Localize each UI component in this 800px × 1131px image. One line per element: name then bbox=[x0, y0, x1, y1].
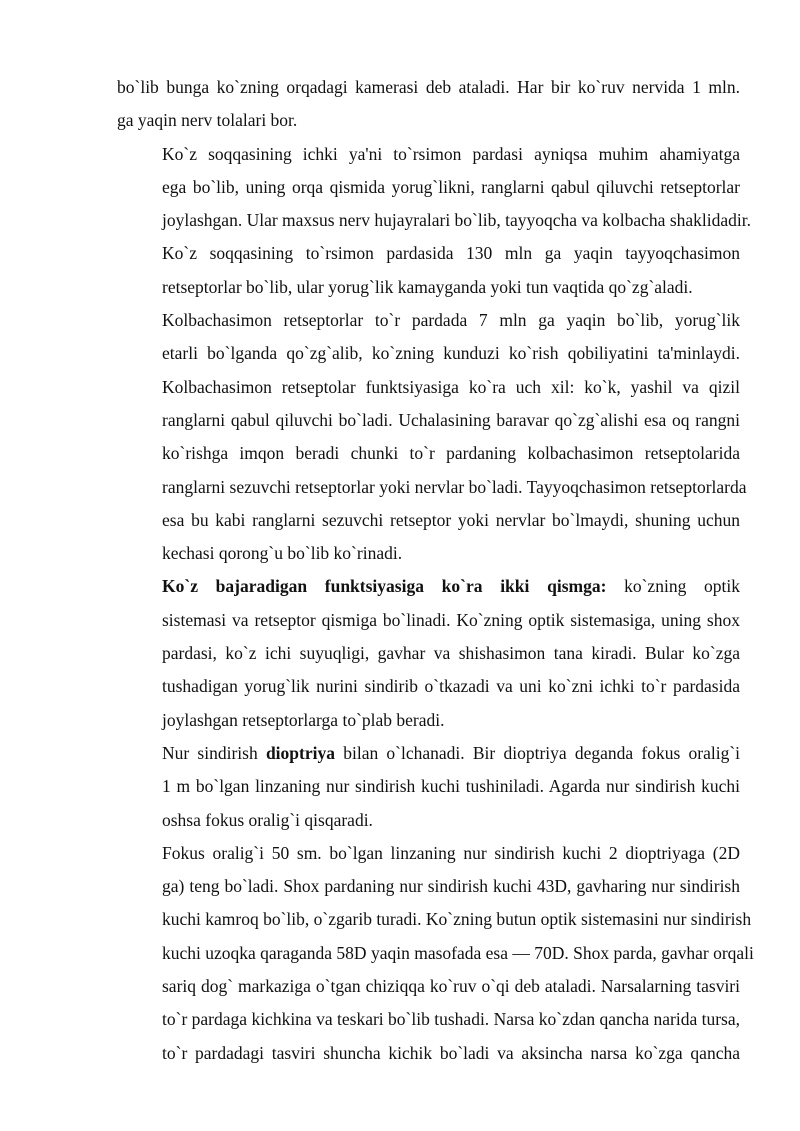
paragraph bbox=[117, 304, 747, 570]
text-segment: to`r pardadagi tasviri shuncha kichik bo`ladi va aksincha narsa ko`zga qancha bbox=[162, 1042, 740, 1063]
text-line bbox=[117, 104, 740, 137]
text-line bbox=[117, 138, 740, 171]
document-body bbox=[117, 71, 754, 1070]
text-segment: 1 m bo`lgan linzaning nur sindirish kuchi tushiniladi. Agarda nur sindirish kuchi bbox=[162, 776, 740, 797]
text-segment: bilan o`lchanadi. Bir dioptriya deganda fokus oralig`i bbox=[335, 742, 741, 763]
text-segment: ko`zning optik bbox=[606, 576, 740, 597]
text-line bbox=[117, 604, 740, 637]
text-line bbox=[117, 237, 740, 270]
text-line bbox=[117, 437, 740, 470]
text-segment: Kolbachasimon retseptolar funktsiyasiga ko`ra uch xil: ko`k, yashil va qizil bbox=[162, 376, 740, 397]
text-segment: sariq dog` markaziga o`tgan chiziqqa ko`ruv o`qi deb ataladi. Narsalarning tasviri bbox=[162, 976, 740, 997]
text-line bbox=[117, 970, 740, 1003]
text-segment: tushadigan yorug`lik nurini sindirib o`tkazadi va uni ko`zni ichki to`r pardasida bbox=[162, 676, 740, 697]
text-line bbox=[117, 171, 740, 204]
text-segment: ga yaqin nerv tolalari bor. bbox=[117, 110, 298, 131]
text-line bbox=[117, 937, 754, 970]
text-segment: ranglarni sezuvchi retseptorlar yoki nervlar bo`ladi. Tayyoqchasimon retseptorlarda bbox=[162, 476, 747, 497]
text-segment: ko`rishga imqon beradi chunki to`r pardaning kolbachasimon retseptolarida bbox=[162, 443, 740, 464]
paragraph bbox=[117, 71, 740, 138]
text-segment: kuchi uzoqka qaraganda 58D yaqin masofada esa — 70D. Shox parda, gavhar orqali bbox=[162, 942, 754, 963]
text-line bbox=[117, 471, 747, 504]
paragraph bbox=[117, 570, 740, 736]
text-line bbox=[117, 570, 740, 603]
text-line bbox=[117, 504, 740, 537]
paragraph bbox=[117, 837, 754, 1070]
text-segment: sistemasi va retseptor qismiga bo`linadi. Ko`zning optik sistemasiga, uning shox bbox=[162, 609, 740, 630]
text-segment: Fokus oralig`i 50 sm. bo`lgan linzaning nur sindirish kuchi 2 dioptriyaga (2D bbox=[162, 842, 740, 863]
text-segment: ga) teng bo`ladi. Shox pardaning nur sindirish kuchi 43D, gavharing nur sindirish bbox=[162, 876, 740, 897]
text-line bbox=[117, 903, 752, 936]
text-line bbox=[117, 71, 740, 104]
text-segment: kuchi kamroq bo`lib, o`zgarib turadi. Ko`zning butun optik sistemasini nur sindirish bbox=[162, 909, 752, 930]
text-line bbox=[117, 1003, 740, 1036]
text-line bbox=[117, 271, 740, 304]
text-segment: pardasi, ko`z ichi suyuqligi, gavhar va shishasimon tana kiradi. Bular ko`zga bbox=[162, 643, 740, 664]
text-segment: Nur sindirish bbox=[162, 742, 266, 763]
text-line bbox=[117, 837, 740, 870]
text-line bbox=[117, 737, 740, 770]
text-line bbox=[117, 670, 740, 703]
text-segment: oshsa fokus oralig`i qisqaradi. bbox=[162, 809, 373, 830]
bold-text: Ko`z bajaradigan funktsiyasiga ko`ra ikki qismga: bbox=[162, 576, 607, 597]
text-segment: Kolbachasimon retseptorlar to`r pardada 7 mln ga yaqin bo`lib, yorug`lik bbox=[162, 310, 740, 331]
text-line bbox=[117, 870, 740, 903]
text-line bbox=[117, 637, 740, 670]
text-line bbox=[117, 204, 751, 237]
bold-text: dioptriya bbox=[265, 742, 335, 763]
text-line bbox=[117, 304, 740, 337]
text-segment: esa bu kabi ranglarni sezuvchi retseptor yoki nervlar bo`lmaydi, shuning uchun bbox=[162, 509, 740, 530]
text-segment: to`r pardaga kichkina va teskari bo`lib tushadi. Narsa ko`zdan qancha narida tursa, bbox=[162, 1009, 740, 1030]
text-segment: bo`lib bunga ko`zning orqadagi kamerasi deb ataladi. Har bir ko`ruv nervida 1 mln. bbox=[117, 77, 740, 97]
text-line bbox=[117, 704, 740, 737]
text-segment: ranglarni qabul qiluvchi bo`ladi. Uchalasining baravar qo`zg`alishi esa oq rangni bbox=[162, 409, 740, 430]
text-segment: ega bo`lib, uning orqa qismida yorug`likni, ranglarni qabul qiluvchi retseptorlar bbox=[162, 176, 740, 197]
text-line bbox=[117, 770, 740, 803]
text-segment: etarli bo`lganda qo`zg`alib, ko`zning kunduzi ko`rish qobiliyatini ta'minlaydi. bbox=[162, 343, 740, 364]
paragraph bbox=[117, 737, 740, 837]
text-line bbox=[117, 371, 740, 404]
text-segment: kechasi qorong`u bo`lib ko`rinadi. bbox=[162, 543, 403, 564]
text-line bbox=[117, 537, 740, 570]
text-line bbox=[117, 337, 740, 370]
text-segment: joylashgan. Ular maxsus nerv hujayralari bo`lib, tayyoqcha va kolbacha shaklidadir. bbox=[162, 210, 751, 231]
paragraph bbox=[117, 138, 751, 304]
text-segment: Ko`z soqqasining to`rsimon pardasida 130 mln ga yaqin tayyoqchasimon bbox=[162, 243, 740, 264]
text-segment: joylashgan retseptorlarga to`plab beradi. bbox=[162, 709, 445, 730]
text-line bbox=[117, 1037, 740, 1070]
text-segment: retseptorlar bo`lib, ular yorug`lik kamayganda yoki tun vaqtida qo`zg`aladi. bbox=[162, 276, 693, 297]
text-line bbox=[117, 404, 740, 437]
text-segment: Ko`z soqqasining ichki ya'ni to`rsimon pardasi ayniqsa muhim ahamiyatga bbox=[162, 143, 740, 164]
text-line bbox=[117, 804, 740, 837]
